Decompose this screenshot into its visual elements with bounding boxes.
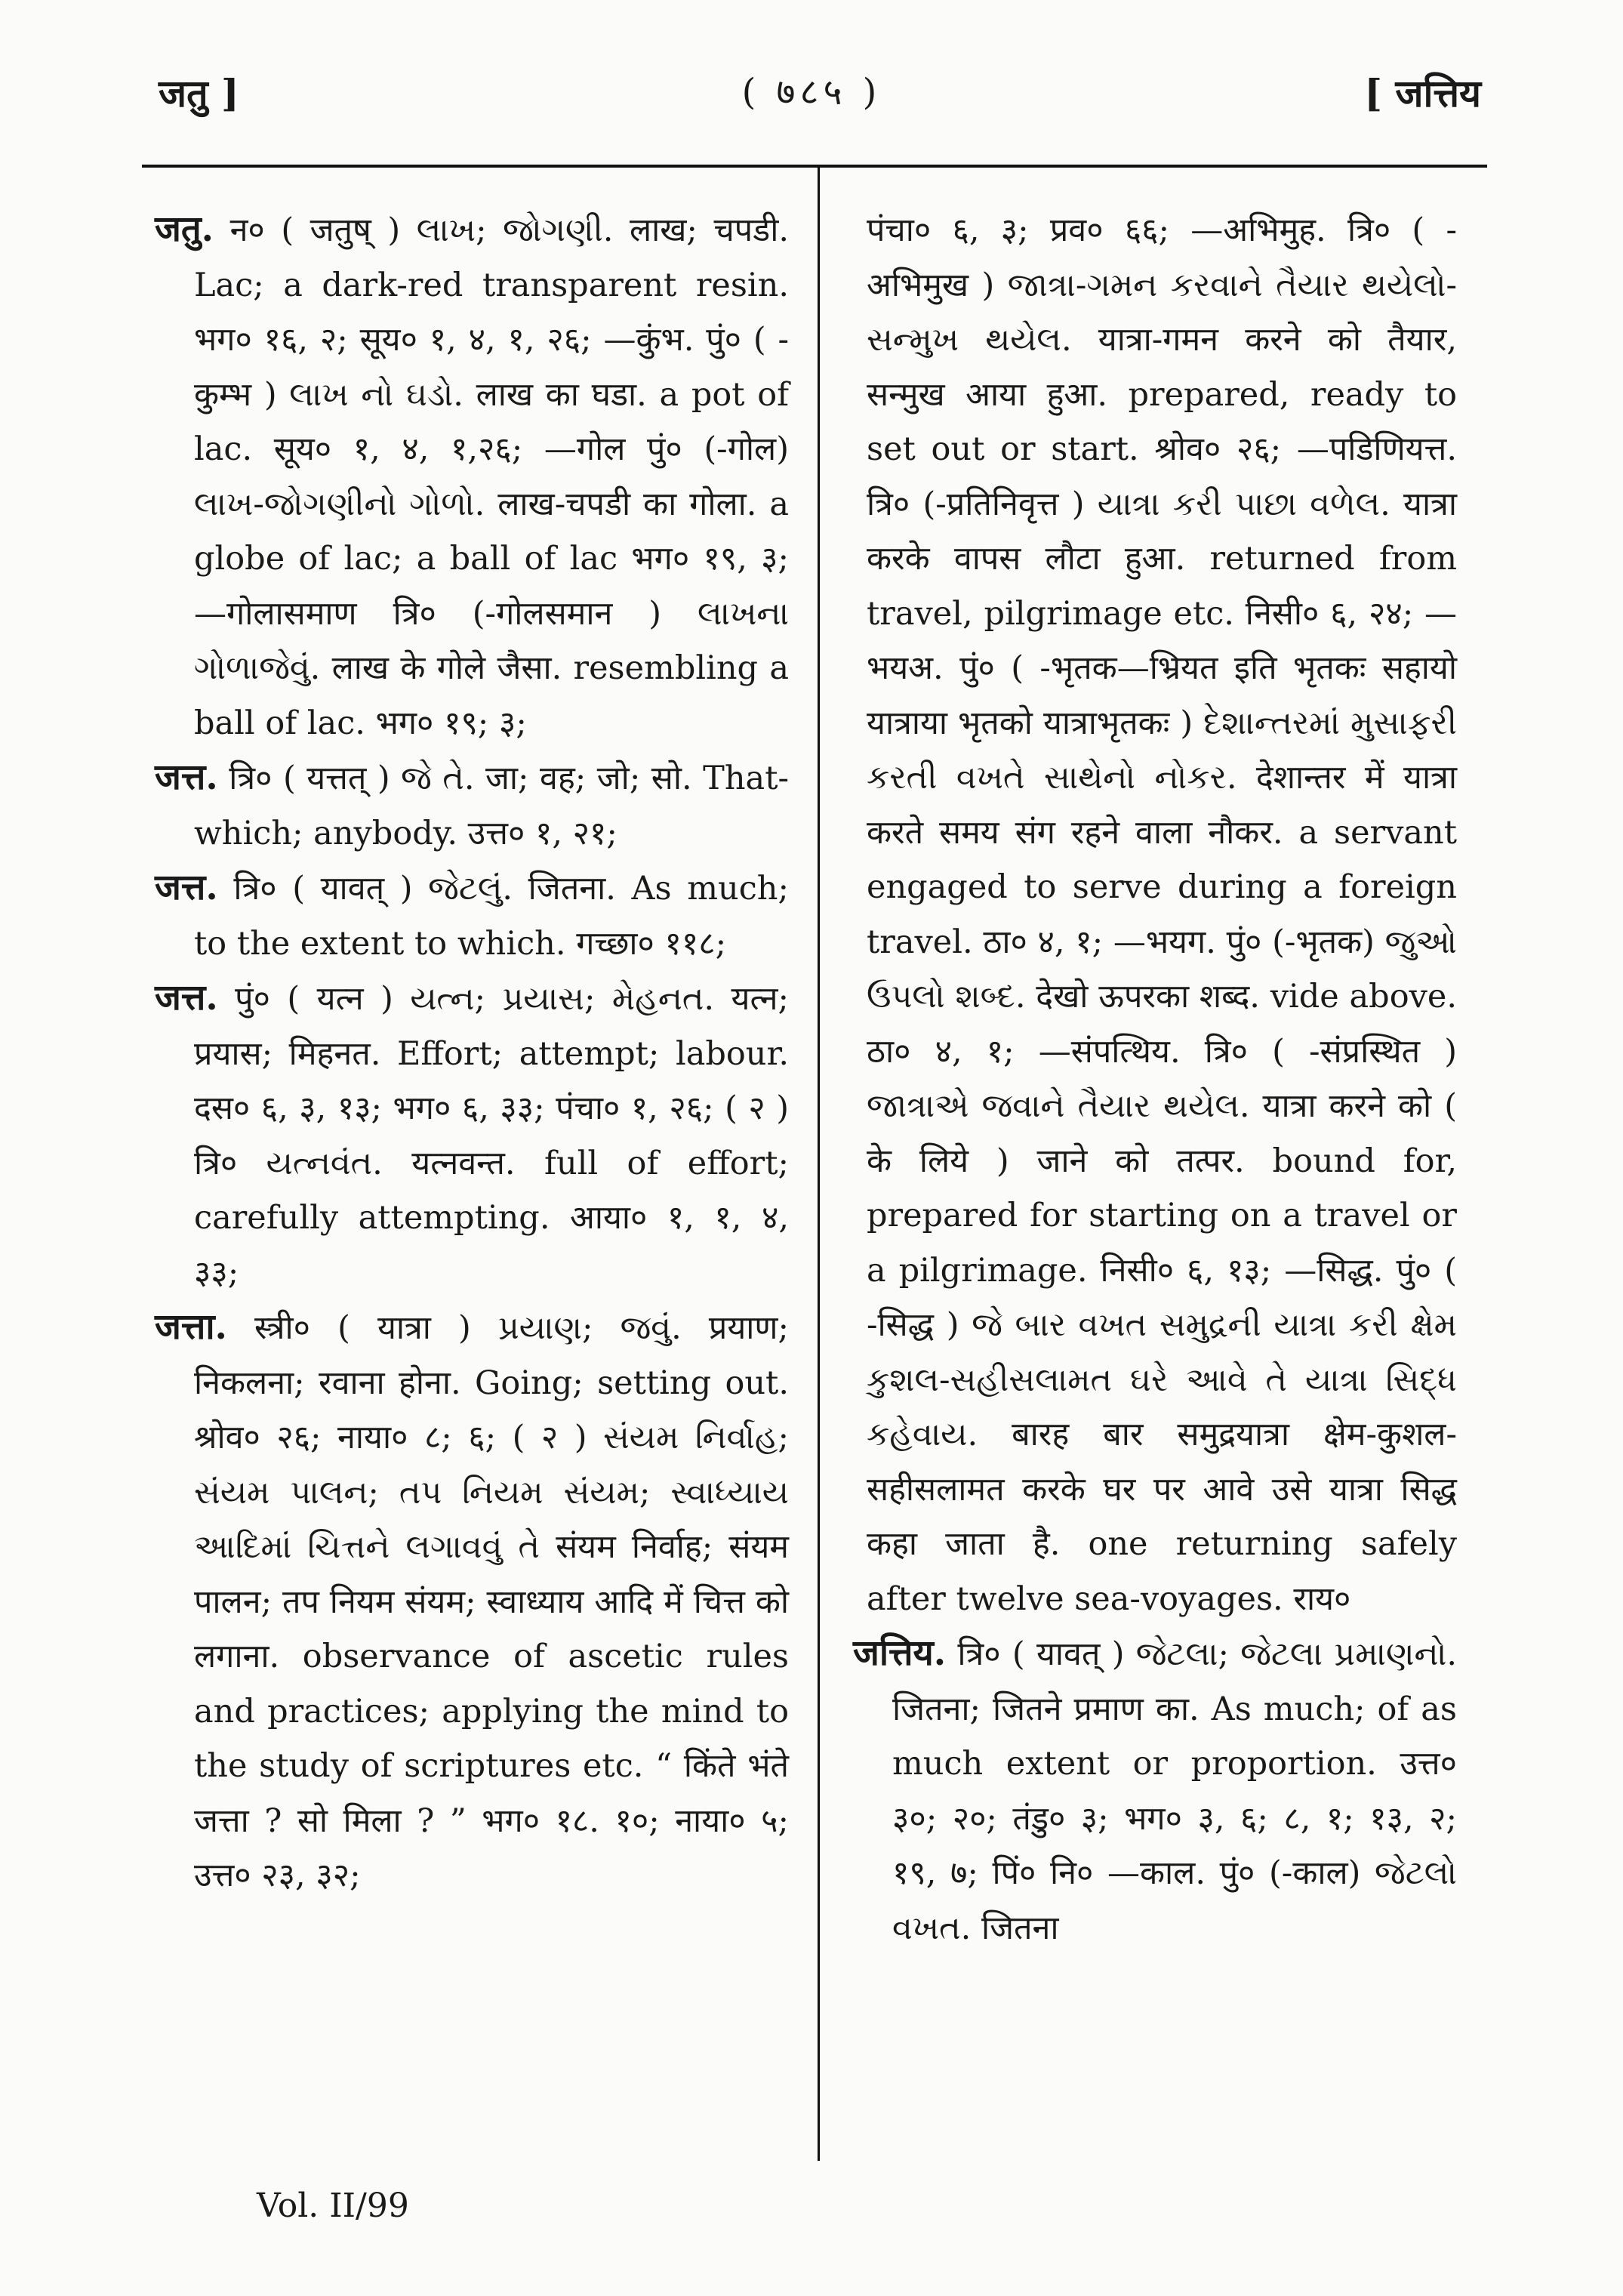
entry-definition: न० ( जतुष् ) લાખ; જોગણી. लाख; चपडी. Lac; a dark-red transparent resin. भग० १६, २; सूय० १, ४, १, २६; —कुंभ. पुं० ( -कुम्भ ) લાખ નો ઘડો. लाख का घडा. a pot of lac. सूय० १, ४, १,२६; —गोल पुं० (-गोल) લાખ-જોગણીનો ગોળો. लाख-चपडी का गोला. a globe of lac; a ball of lac भग० १९, ३; —गोलासमाण त्रि० (-गोलसमान ) લાખના ગોળાજેવું. लाख के गोले जैसा. resembling a ball of lac. भग० १९; ३; — [194, 211, 789, 742]
entry-headword: जत्तिय. — [853, 1632, 947, 1674]
column-divider — [818, 168, 820, 2161]
left-running-headword: जतु ] — [159, 71, 239, 116]
right-running-headword: [ जत्तिय — [1364, 71, 1481, 116]
entry-headword: जत्त. — [155, 757, 218, 798]
entry-headword: जत्त. — [155, 867, 218, 908]
dictionary-entry — [155, 750, 789, 861]
dictionary-entry — [853, 1626, 1457, 1955]
volume-footer: Vol. II/99 — [257, 2187, 409, 2225]
entry-headword: जतु. — [155, 208, 214, 250]
dictionary-entry — [155, 202, 789, 750]
entry-definition: त्रि० ( यावत् ) જેટલા; જેટલા પ્રમાણનો. जितना; जितने प्रमाण का. As much; of as much extent or proportion. उत्त० ३०; २०; तंडु० ३; भग० ३, ६; ८, १; १३, २; १९, ७; पिं० नि० —काल. पुं० (-काल) જેટલો વખત. जितना — [892, 1635, 1457, 1947]
dictionary-entry — [155, 971, 789, 1300]
entry-definition: त्रि० ( यावत् ) જેટલું. जितना. As much; to the extent to which. गच्छा० ११८; — [194, 870, 789, 963]
entry-definition: पुं० ( यत्न ) યત્ન; પ્રયાસ; મેહનત. यत्न; प्रयास; मिहनत. Effort; attempt; labour. दस० ६, ३, १३; भग० ६, ३३; पंचा० १, २६; ( २ ) त्रि० યત્નવંત. यत्नवन्त. full of effort; carefully attempting. आया० १, १, ४, ३३; — [194, 980, 789, 1292]
dictionary-entry — [155, 861, 789, 971]
left-column — [155, 202, 789, 1903]
dictionary-entry — [155, 1300, 789, 1903]
entry-headword: जत्त. — [155, 977, 218, 1019]
page-header — [0, 66, 1623, 127]
entry-definition: त्रि० ( यत्तत् ) જે તે. जा; वह; जो; सो. That-which; anybody. उत्त० १, २१; — [194, 760, 789, 852]
entry-definition: स्त्री० ( यात्रा ) પ્રયાણ; જવું. प्रयाण; निकलना; रवाना होना. Going; setting out. श्रोव० २६; नाया० ८; ६; ( २ ) સંયમ નિર્વાહ; સંયમ પાલન; તપ નિયમ સંયમ; સ્વાધ્યાય આદિમાં ચિત્તને લગાવવું તે संयम निर्वाह; संयम पालन; तप नियम संयम; स्वाध्याय आदि में चित्त को लगाना. observance of ascetic rules and practices; applying the mind to the study of scriptures etc. “ किंते भंते जत्ता ? सो मिला ? ” भग० १८. १०; नाया० ५; उत्त० २३, ३२; — [194, 1309, 789, 1894]
entry-headword: जत्ता. — [155, 1306, 227, 1348]
page-number: ( ७८५ ) — [741, 71, 882, 113]
dictionary-entry-continued — [853, 202, 1457, 1626]
right-column — [853, 202, 1457, 1955]
entry-definition: पंचा० ६, ३; प्रव० ६६; —अभिमुह. त्रि० ( -अभिमुख ) જાત્રા-ગમન કરવાને તૈયાર થયેલો-સન્મુખ થયેલ. यात्रा-गमन करने को तैयार, सन्मुख आया हुआ. prepared, ready to set out or start. श्रोव० २६; —पडिणियत्त. त्रि० (-प्रतिनिवृत्त ) યાત્રા કરી પાછા વળેલ. यात्रा करके वापस लौटा हुआ. returned from travel, pilgrimage etc. निसी० ६, २४; —भयअ. पुं० ( -भृतक—भ्रियत इति भृतकः सहायो यात्राया भृतको यात्राभृतकः ) દેશાન્તરમાં મુસાફરી કરતી વખતે સાથેનો નોકર. देशान्तर में यात्रा करते समय संग रहने वाला नौकर. a servant engaged to serve during a foreign travel. ठा० ४, १; —भयग. पुं० (-भृतक) જુઓ ઉપલો શબ્દ. देखो ऊपरका शब्द. vide above. ठा० ४, १; —संपत्थिय. त्रि० ( -संप्रस्थित ) જાત્રાએ જવાને તૈયાર થયેલ. यात्रा करने को ( के लिये ) जाने को तत्पर. bound for, prepared for starting on a travel or a pilgrimage. निसी० ६, १३; —सिद्ध. पुं० ( -सिद्ध ) જે બાર વખત સમુદ્રની યાત્રા કરી ક્ષેમ કુશલ-સહીસલામત ઘરે આવે તે યાત્રા સિદ્ધ કહેવાય. बारह बार समुद्रयात्रा क्षेम-कुशल-सहीसलामत करके घर पर आवे उसे यात्रा सिद्ध कहा जाता है. one returning safely after twelve sea-voyages. राय० — [867, 211, 1457, 1618]
header-rule — [142, 165, 1487, 168]
